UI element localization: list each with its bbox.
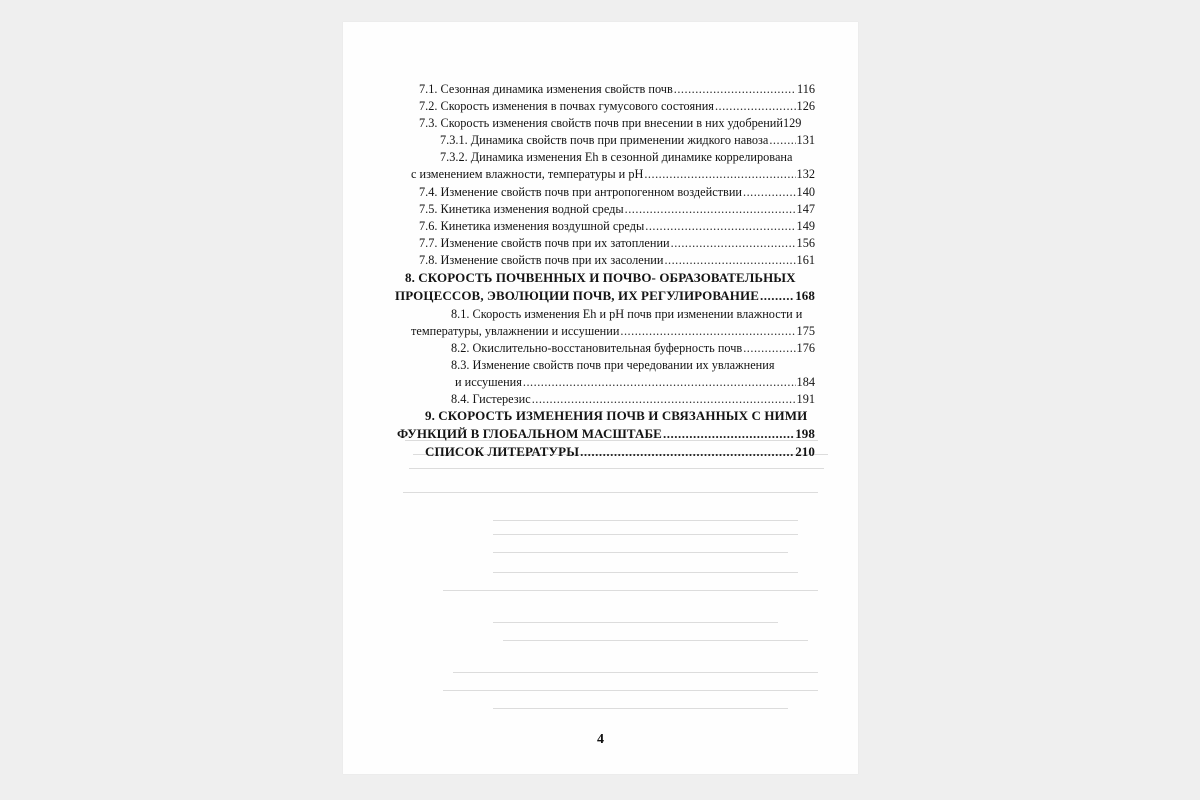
toc-entry-page: 140 [796,185,815,199]
toc-entry-label: 7.5. Кинетика изменения водной среды [419,202,624,216]
toc-leader-dots [743,340,795,356]
toc-entry-page: 131 [796,133,815,147]
toc-entry-page: 176 [796,341,815,355]
toc-leader-dots [715,98,796,114]
toc-entry-label-line1: 8.3. Изменение свойств почв при чередовании их увлажнения [451,358,775,372]
toc-entry-page: 149 [796,219,815,233]
toc-entry [419,184,815,200]
toc-entry-page: 191 [796,392,815,406]
toc-entry [419,201,815,217]
toc-entry-label-line1: 7.3.2. Динамика изменения Eh в сезонной динамике коррелирована [440,150,793,164]
toc-chapter-entry [395,288,815,304]
toc-chapter-line1: 8. СКОРОСТЬ ПОЧВЕННЫХ И ПОЧВО- ОБРАЗОВАТЕЛЬНЫХ [405,270,796,285]
toc-entry-label: 8.4. Гистерезис [451,392,531,406]
toc-entry-page: 184 [796,375,815,389]
toc-leader-dots [644,166,795,182]
toc-entry [440,132,815,148]
toc-entry-label: СПИСОК ЛИТЕРАТУРЫ [425,444,580,459]
toc-entry-label: 7.3.1. Динамика свойств почв при применении жидкого навоза [440,133,769,147]
toc-leader-dots [664,252,795,268]
page-number: 4 [597,732,604,747]
toc-entry [455,374,815,390]
document-page [343,22,858,774]
toc-entry-label: температуры, увлажнении и иссушении [411,324,620,338]
toc-entry-label: ФУНКЦИЙ В ГЛОБАЛЬНОМ МАСШТАБЕ [397,426,662,441]
table-of-contents [343,22,858,774]
toc-entry [419,115,815,131]
toc-entry [411,323,815,339]
toc-entry [419,98,815,114]
toc-leader-dots [760,288,794,304]
toc-entry-label: 7.4. Изменение свойств почв при антропогенном воздействии [419,185,742,199]
toc-leader-dots [580,444,794,460]
toc-chapter-entry [397,426,815,442]
toc-entry-label: 8.2. Окислительно-восстановительная буферность почв [451,341,743,355]
toc-entry [411,166,815,182]
toc-entry-page: 168 [795,288,815,303]
toc-entry-label: 7.1. Сезонная динамика изменения свойств почв [419,82,673,96]
toc-entry-page: 198 [795,426,815,441]
toc-chapter-line1: 9. СКОРОСТЬ ИЗМЕНЕНИЯ ПОЧВ И СВЯЗАННЫХ С НИМИ [425,408,808,423]
toc-leader-dots [532,391,796,407]
toc-entry-page: 156 [796,236,815,250]
toc-entry-label: ПРОЦЕССОВ, ЭВОЛЮЦИИ ПОЧВ, ИХ РЕГУЛИРОВАНИЕ [395,288,759,303]
toc-entry-label: 7.8. Изменение свойств почв при их засолении [419,253,664,267]
toc-entry-label: 7.2. Скорость изменения в почвах гумусового состояния [419,99,714,113]
toc-entry-page: 129 [782,116,802,130]
toc-entry [451,391,815,407]
toc-leader-dots [620,323,795,339]
toc-leader-dots [671,235,796,251]
toc-entry-label: 7.7. Изменение свойств почв при их затоплении [419,236,670,250]
toc-entry-label: с изменением влажности, температуры и pH [411,167,644,181]
toc-entry [419,218,815,234]
toc-leader-dots [674,81,796,97]
toc-leader-dots [523,374,796,390]
toc-leader-dots [769,132,795,148]
toc-entry-label-line1: 8.1. Скорость изменения Eh и pH почв при изменении влажности и [451,307,803,321]
toc-leader-dots [743,184,796,200]
toc-entry [419,235,815,251]
toc-entry-page: 132 [796,167,815,181]
toc-entry [451,340,815,356]
toc-entry-label: 7.6. Кинетика изменения воздушной среды [419,219,645,233]
toc-entry-label: 7.3. Скорость изменения свойств почв при внесении в них удобрений [419,116,783,130]
toc-leader-dots [645,218,795,234]
toc-entry-page: 210 [795,444,815,459]
toc-entry-page: 116 [797,82,815,96]
toc-entry-page: 161 [796,253,815,267]
toc-entry [419,81,815,97]
toc-leader-dots [625,201,796,217]
toc-chapter-entry [425,444,815,460]
toc-entry-label: и иссушения [455,375,522,389]
toc-entry-page: 147 [796,202,815,216]
toc-entry-page: 126 [796,99,815,113]
toc-leader-dots [663,426,794,442]
toc-entry-page: 175 [796,324,815,338]
toc-entry [419,252,815,268]
